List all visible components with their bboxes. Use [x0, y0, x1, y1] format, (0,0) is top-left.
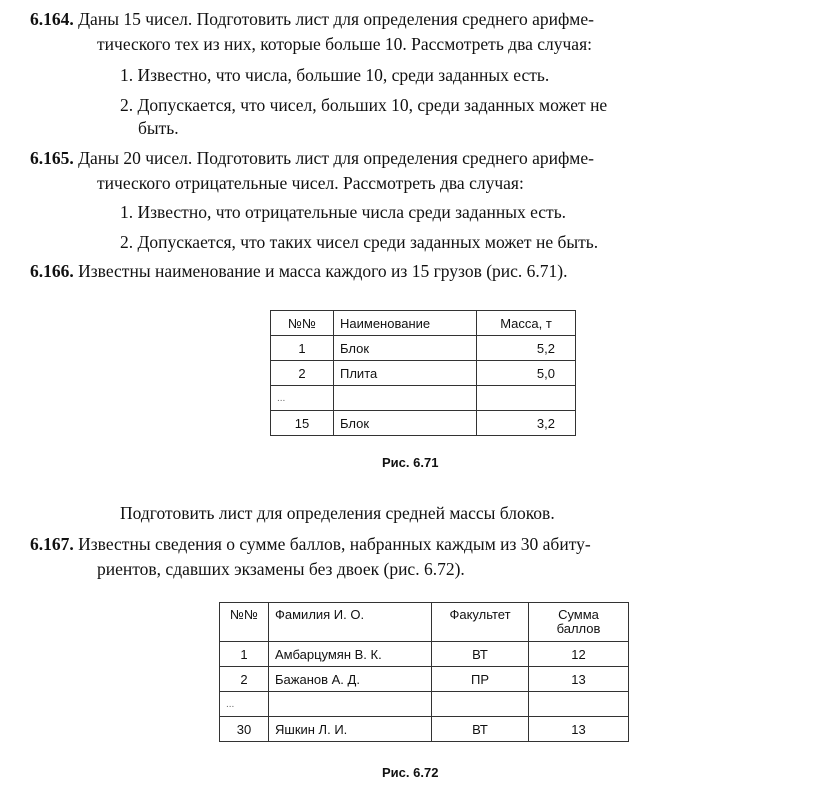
table-cell: Блок [334, 411, 477, 436]
problem-6-165-case1: 1. Известно, что отрицательные числа среди заданных есть. [120, 202, 567, 222]
table-cell: ВТ [432, 717, 529, 742]
table-cell: Бажанов А. Д. [269, 667, 432, 692]
table-header-row [271, 311, 576, 336]
problem-6-165-line2: тического отрицательные чисел. Рассмотреть два случая: [97, 173, 524, 193]
table-row [271, 386, 576, 411]
table-cell [334, 386, 477, 411]
table-cell: 12 [529, 642, 629, 667]
problem-number: 6.167. [30, 534, 74, 554]
problem-number: 6.164. [30, 9, 74, 29]
column-header: Фамилия И. О. [269, 603, 432, 642]
table-header-row [220, 603, 629, 642]
column-header: Наименование [334, 311, 477, 336]
table-cell: 3,2 [477, 411, 576, 436]
table-cell [432, 692, 529, 717]
table-cell [477, 386, 576, 411]
figure-6-72-table [219, 602, 629, 742]
table-cell: 15 [271, 411, 334, 436]
column-header: Сумма баллов [529, 603, 629, 642]
table-cell: 30 [220, 717, 269, 742]
table-row [271, 411, 576, 436]
table-cell: 2 [220, 667, 269, 692]
table-cell: ПР [432, 667, 529, 692]
problem-6-164-case1: 1. Известно, что числа, большие 10, среди заданных есть. [120, 65, 550, 85]
problem-6-165-case2: 2. Допускается, что таких чисел среди заданных может не быть. [120, 232, 599, 252]
table-cell: Плита [334, 361, 477, 386]
table-cell: ... [271, 386, 334, 411]
table-cell [529, 692, 629, 717]
table-cell [269, 692, 432, 717]
table-row [271, 361, 576, 386]
problem-6-164-case2b: быть. [138, 118, 179, 138]
column-header: №№ [220, 603, 269, 642]
table-cell: Блок [334, 336, 477, 361]
table-row [271, 336, 576, 361]
problem-6-166-task: Подготовить лист для определения средней массы блоков. [120, 503, 555, 523]
table-row [220, 692, 629, 717]
table-cell: Амбарцумян В. К. [269, 642, 432, 667]
table-cell: ВТ [432, 642, 529, 667]
problem-text: Известны сведения о сумме баллов, набранных каждым из 30 абиту- [78, 534, 591, 554]
table-cell: 5,0 [477, 361, 576, 386]
column-header: №№ [271, 311, 334, 336]
problem-6-164-line2: тического тех из них, которые больше 10. Рассмотреть два случая: [97, 34, 592, 54]
problem-number: 6.165. [30, 148, 74, 168]
problem-text: Даны 15 чисел. Подготовить лист для определения среднего арифме- [78, 9, 594, 29]
table-cell: 2 [271, 361, 334, 386]
problem-text: Известны наименование и масса каждого из 15 грузов (рис. 6.71). [78, 261, 568, 281]
table-cell: 13 [529, 667, 629, 692]
table-row [220, 717, 629, 742]
table-cell: 1 [220, 642, 269, 667]
figure-6-71-caption: Рис. 6.71 [382, 455, 439, 470]
column-header: Масса, т [477, 311, 576, 336]
problem-6-164-line1 [30, 8, 594, 30]
table-cell: 1 [271, 336, 334, 361]
table-row [220, 642, 629, 667]
problem-6-167-line1 [30, 533, 591, 555]
problem-text: Даны 20 чисел. Подготовить лист для определения среднего арифме- [78, 148, 594, 168]
figure-6-71-table [270, 310, 576, 436]
table-cell: 13 [529, 717, 629, 742]
table-cell: Яшкин Л. И. [269, 717, 432, 742]
problem-number: 6.166. [30, 261, 74, 281]
problem-6-164-case2a: 2. Допускается, что чисел, больших 10, среди заданных может не [120, 95, 608, 115]
table-cell: 5,2 [477, 336, 576, 361]
problem-6-165-line1 [30, 147, 594, 169]
column-header: Факультет [432, 603, 529, 642]
table-row [220, 667, 629, 692]
problem-6-166-line1 [30, 260, 568, 282]
figure-6-72-caption: Рис. 6.72 [382, 765, 439, 780]
table-cell: ... [220, 692, 269, 717]
problem-6-167-line2: риентов, сдавших экзамены без двоек (рис. 6.72). [97, 559, 465, 579]
